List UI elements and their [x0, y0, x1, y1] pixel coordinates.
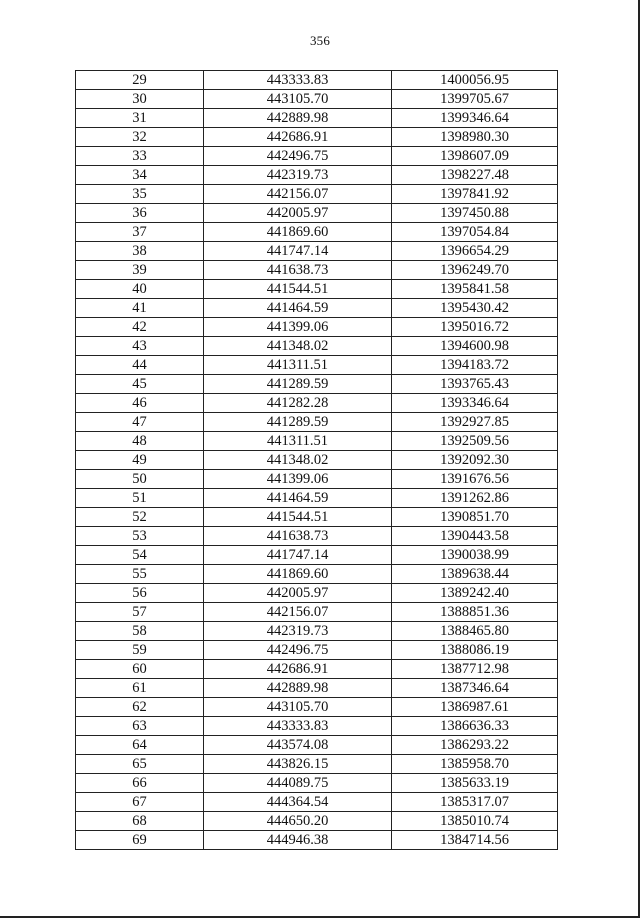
y-coordinate-cell: 1392509.56	[392, 432, 558, 451]
x-coordinate-cell: 442005.97	[204, 204, 392, 223]
table-row	[76, 128, 558, 147]
y-coordinate-cell: 1385958.70	[392, 755, 558, 774]
y-coordinate-cell: 1398227.48	[392, 166, 558, 185]
y-coordinate-cell: 1388851.36	[392, 603, 558, 622]
point-number-cell: 50	[76, 470, 204, 489]
table-row	[76, 204, 558, 223]
y-coordinate-cell: 1395016.72	[392, 318, 558, 337]
x-coordinate-cell: 444089.75	[204, 774, 392, 793]
x-coordinate-cell: 442005.97	[204, 584, 392, 603]
table-row	[76, 71, 558, 90]
x-coordinate-cell: 444946.38	[204, 831, 392, 850]
point-number-cell: 48	[76, 432, 204, 451]
table-row	[76, 641, 558, 660]
x-coordinate-cell: 443333.83	[204, 71, 392, 90]
point-number-cell: 63	[76, 717, 204, 736]
x-coordinate-cell: 443333.83	[204, 717, 392, 736]
x-coordinate-cell: 441399.06	[204, 470, 392, 489]
x-coordinate-cell: 441464.59	[204, 299, 392, 318]
table-row	[76, 261, 558, 280]
x-coordinate-cell: 441311.51	[204, 432, 392, 451]
table-row	[76, 508, 558, 527]
table-row	[76, 185, 558, 204]
table-row	[76, 622, 558, 641]
y-coordinate-cell: 1399346.64	[392, 109, 558, 128]
table-row	[76, 432, 558, 451]
table-row	[76, 774, 558, 793]
table-row	[76, 90, 558, 109]
point-number-cell: 60	[76, 660, 204, 679]
y-coordinate-cell: 1394183.72	[392, 356, 558, 375]
x-coordinate-cell: 444650.20	[204, 812, 392, 831]
x-coordinate-cell: 444364.54	[204, 793, 392, 812]
y-coordinate-cell: 1394600.98	[392, 337, 558, 356]
point-number-cell: 53	[76, 527, 204, 546]
point-number-cell: 47	[76, 413, 204, 432]
x-coordinate-cell: 442686.91	[204, 128, 392, 147]
table-row	[76, 223, 558, 242]
table-row	[76, 736, 558, 755]
y-coordinate-cell: 1388086.19	[392, 641, 558, 660]
y-coordinate-cell: 1398607.09	[392, 147, 558, 166]
y-coordinate-cell: 1397841.92	[392, 185, 558, 204]
table-row	[76, 337, 558, 356]
point-number-cell: 39	[76, 261, 204, 280]
point-number-cell: 31	[76, 109, 204, 128]
point-number-cell: 64	[76, 736, 204, 755]
x-coordinate-cell: 441282.28	[204, 394, 392, 413]
table-row	[76, 413, 558, 432]
x-coordinate-cell: 441348.02	[204, 337, 392, 356]
table-row	[76, 793, 558, 812]
y-coordinate-cell: 1389242.40	[392, 584, 558, 603]
x-coordinate-cell: 441638.73	[204, 261, 392, 280]
table-row	[76, 679, 558, 698]
x-coordinate-cell: 441289.59	[204, 413, 392, 432]
table-row	[76, 831, 558, 850]
y-coordinate-cell: 1390851.70	[392, 508, 558, 527]
x-coordinate-cell: 441348.02	[204, 451, 392, 470]
y-coordinate-cell: 1389638.44	[392, 565, 558, 584]
point-number-cell: 46	[76, 394, 204, 413]
table-row	[76, 242, 558, 261]
table-row	[76, 318, 558, 337]
x-coordinate-cell: 442156.07	[204, 603, 392, 622]
y-coordinate-cell: 1392927.85	[392, 413, 558, 432]
point-number-cell: 61	[76, 679, 204, 698]
x-coordinate-cell: 442686.91	[204, 660, 392, 679]
x-coordinate-cell: 443574.08	[204, 736, 392, 755]
y-coordinate-cell: 1400056.95	[392, 71, 558, 90]
point-number-cell: 55	[76, 565, 204, 584]
coordinate-table-container	[75, 70, 557, 850]
y-coordinate-cell: 1386987.61	[392, 698, 558, 717]
table-row	[76, 565, 558, 584]
y-coordinate-cell: 1385317.07	[392, 793, 558, 812]
x-coordinate-cell: 441869.60	[204, 223, 392, 242]
table-row	[76, 546, 558, 565]
point-number-cell: 59	[76, 641, 204, 660]
y-coordinate-cell: 1396654.29	[392, 242, 558, 261]
y-coordinate-cell: 1388465.80	[392, 622, 558, 641]
y-coordinate-cell: 1384714.56	[392, 831, 558, 850]
table-row	[76, 527, 558, 546]
y-coordinate-cell: 1397450.88	[392, 204, 558, 223]
y-coordinate-cell: 1393765.43	[392, 375, 558, 394]
y-coordinate-cell: 1393346.64	[392, 394, 558, 413]
y-coordinate-cell: 1385010.74	[392, 812, 558, 831]
x-coordinate-cell: 441464.59	[204, 489, 392, 508]
y-coordinate-cell: 1399705.67	[392, 90, 558, 109]
point-number-cell: 37	[76, 223, 204, 242]
point-number-cell: 30	[76, 90, 204, 109]
y-coordinate-cell: 1392092.30	[392, 451, 558, 470]
point-number-cell: 43	[76, 337, 204, 356]
x-coordinate-cell: 443105.70	[204, 698, 392, 717]
x-coordinate-cell: 441747.14	[204, 242, 392, 261]
y-coordinate-cell: 1386636.33	[392, 717, 558, 736]
y-coordinate-cell: 1397054.84	[392, 223, 558, 242]
y-coordinate-cell: 1386293.22	[392, 736, 558, 755]
x-coordinate-cell: 443826.15	[204, 755, 392, 774]
coordinate-table-body	[76, 71, 558, 850]
x-coordinate-cell: 441544.51	[204, 280, 392, 299]
x-coordinate-cell: 442319.73	[204, 166, 392, 185]
point-number-cell: 67	[76, 793, 204, 812]
table-row	[76, 660, 558, 679]
y-coordinate-cell: 1387712.98	[392, 660, 558, 679]
point-number-cell: 44	[76, 356, 204, 375]
point-number-cell: 56	[76, 584, 204, 603]
table-row	[76, 755, 558, 774]
x-coordinate-cell: 442889.98	[204, 109, 392, 128]
point-number-cell: 29	[76, 71, 204, 90]
table-row	[76, 375, 558, 394]
point-number-cell: 34	[76, 166, 204, 185]
point-number-cell: 54	[76, 546, 204, 565]
table-row	[76, 698, 558, 717]
x-coordinate-cell: 441544.51	[204, 508, 392, 527]
x-coordinate-cell: 441311.51	[204, 356, 392, 375]
table-row	[76, 451, 558, 470]
point-number-cell: 38	[76, 242, 204, 261]
coordinate-table	[75, 70, 558, 850]
x-coordinate-cell: 441399.06	[204, 318, 392, 337]
table-row	[76, 280, 558, 299]
point-number-cell: 66	[76, 774, 204, 793]
y-coordinate-cell: 1395430.42	[392, 299, 558, 318]
x-coordinate-cell: 441869.60	[204, 565, 392, 584]
point-number-cell: 68	[76, 812, 204, 831]
table-row	[76, 603, 558, 622]
point-number-cell: 52	[76, 508, 204, 527]
y-coordinate-cell: 1390443.58	[392, 527, 558, 546]
y-coordinate-cell: 1385633.19	[392, 774, 558, 793]
point-number-cell: 69	[76, 831, 204, 850]
y-coordinate-cell: 1391676.56	[392, 470, 558, 489]
y-coordinate-cell: 1391262.86	[392, 489, 558, 508]
point-number-cell: 40	[76, 280, 204, 299]
page-number: 356	[309, 33, 331, 48]
y-coordinate-cell: 1398980.30	[392, 128, 558, 147]
x-coordinate-cell: 442156.07	[204, 185, 392, 204]
x-coordinate-cell: 441747.14	[204, 546, 392, 565]
point-number-cell: 51	[76, 489, 204, 508]
y-coordinate-cell: 1395841.58	[392, 280, 558, 299]
table-row	[76, 812, 558, 831]
point-number-cell: 33	[76, 147, 204, 166]
table-row	[76, 584, 558, 603]
point-number-cell: 35	[76, 185, 204, 204]
x-coordinate-cell: 443105.70	[204, 90, 392, 109]
x-coordinate-cell: 441289.59	[204, 375, 392, 394]
table-row	[76, 299, 558, 318]
point-number-cell: 65	[76, 755, 204, 774]
table-row	[76, 470, 558, 489]
x-coordinate-cell: 442889.98	[204, 679, 392, 698]
point-number-cell: 57	[76, 603, 204, 622]
table-row	[76, 717, 558, 736]
x-coordinate-cell: 442496.75	[204, 641, 392, 660]
table-row	[76, 147, 558, 166]
table-row	[76, 166, 558, 185]
point-number-cell: 58	[76, 622, 204, 641]
table-row	[76, 394, 558, 413]
point-number-cell: 42	[76, 318, 204, 337]
point-number-cell: 49	[76, 451, 204, 470]
point-number-cell: 45	[76, 375, 204, 394]
point-number-cell: 36	[76, 204, 204, 223]
table-row	[76, 109, 558, 128]
x-coordinate-cell: 441638.73	[204, 527, 392, 546]
y-coordinate-cell: 1390038.99	[392, 546, 558, 565]
table-row	[76, 356, 558, 375]
x-coordinate-cell: 442319.73	[204, 622, 392, 641]
y-coordinate-cell: 1396249.70	[392, 261, 558, 280]
point-number-cell: 41	[76, 299, 204, 318]
point-number-cell: 62	[76, 698, 204, 717]
point-number-cell: 32	[76, 128, 204, 147]
y-coordinate-cell: 1387346.64	[392, 679, 558, 698]
x-coordinate-cell: 442496.75	[204, 147, 392, 166]
table-row	[76, 489, 558, 508]
